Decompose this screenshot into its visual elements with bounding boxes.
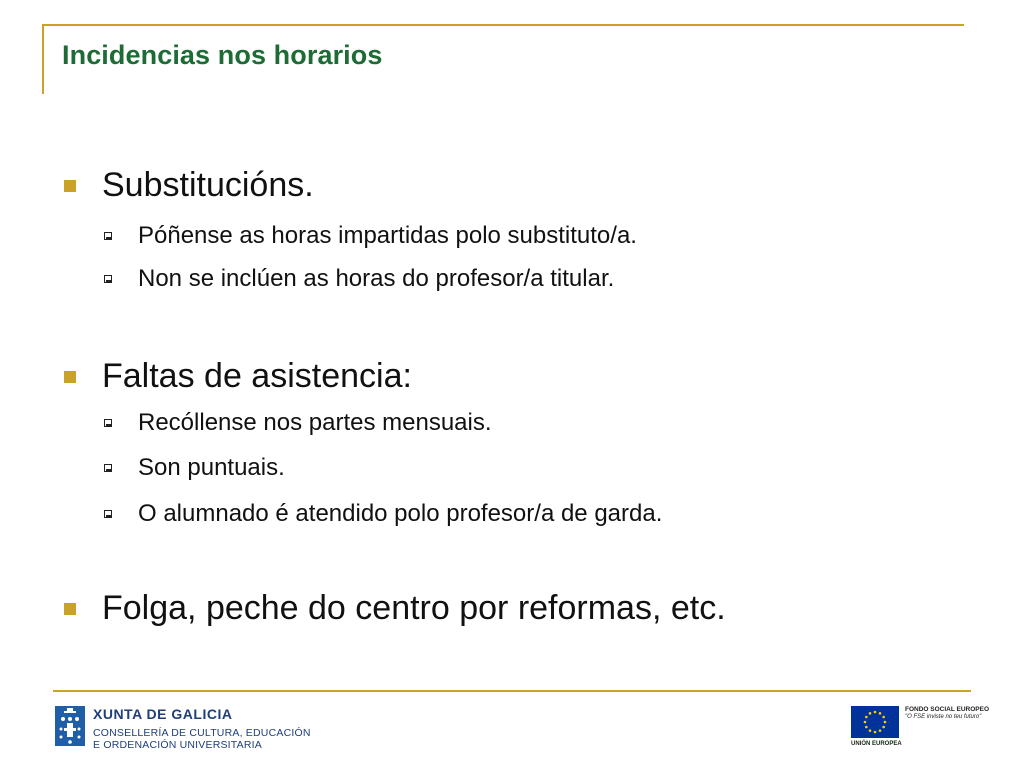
sub-bullet-text: O alumnado é atendido polo profesor/a de garda. — [138, 500, 663, 527]
sub-bullet-text: Non se inclúen as horas do profesor/a titular. — [138, 265, 615, 292]
eu-star-icon — [882, 716, 885, 719]
eu-flag-icon — [851, 706, 899, 738]
xunta-department-line2: E ORDENACIÓN UNIVERSITARIA — [93, 739, 262, 751]
sub-bullet — [104, 222, 637, 250]
eu-star-icon — [864, 721, 867, 724]
hollow-square-icon — [104, 464, 112, 472]
sub-bullet-text: Póñense as horas impartidas polo substituto/a. — [138, 222, 637, 249]
gold-square-icon — [64, 371, 76, 383]
xunta-title: XUNTA DE GALICIA — [93, 706, 233, 722]
hollow-square-icon — [104, 510, 112, 518]
bullet-heading: Folga, peche do centro por reformas, etc. — [102, 589, 726, 627]
hollow-square-icon — [104, 419, 112, 427]
sub-bullet-text: Recóllense nos partes mensuais. — [138, 409, 492, 436]
slide-title: Incidencias nos horarios — [62, 40, 383, 70]
gold-square-icon — [64, 180, 76, 192]
eu-star-icon — [874, 731, 877, 734]
eu-star-icon — [884, 721, 887, 724]
eu-star-icon — [874, 711, 877, 714]
eu-star-icon — [865, 726, 868, 729]
eu-star-icon — [869, 712, 872, 715]
eu-star-icon — [879, 712, 882, 715]
xunta-department-line1: CONSELLERÍA DE CULTURA, EDUCACIÓN — [93, 727, 311, 739]
hollow-square-icon — [104, 232, 112, 240]
bullet-heading: Substitucións. — [102, 166, 314, 204]
bullet-folga — [64, 589, 726, 628]
sub-bullet-text: Son puntuais. — [138, 454, 285, 481]
footer-rule — [53, 690, 971, 692]
sub-bullet — [104, 409, 492, 437]
eu-star-icon — [865, 716, 868, 719]
sub-bullet — [104, 265, 614, 293]
hollow-square-icon — [104, 275, 112, 283]
sub-bullet — [104, 500, 662, 528]
bullet-heading: Faltas de asistencia: — [102, 357, 412, 395]
bullet-substitucions — [64, 166, 314, 205]
xunta-shield-icon — [55, 706, 85, 746]
sub-bullet — [104, 454, 285, 482]
eu-label: UNIÓN EUROPEA — [851, 741, 902, 747]
fse-motto: "O FSE inviste no teu futuro" — [905, 714, 982, 720]
eu-star-icon — [882, 726, 885, 729]
eu-star-icon — [879, 729, 882, 732]
eu-star-icon — [869, 729, 872, 732]
bullet-faltas — [64, 357, 412, 396]
fse-title: FONDO SOCIAL EUROPEO — [905, 706, 990, 713]
gold-square-icon — [64, 603, 76, 615]
